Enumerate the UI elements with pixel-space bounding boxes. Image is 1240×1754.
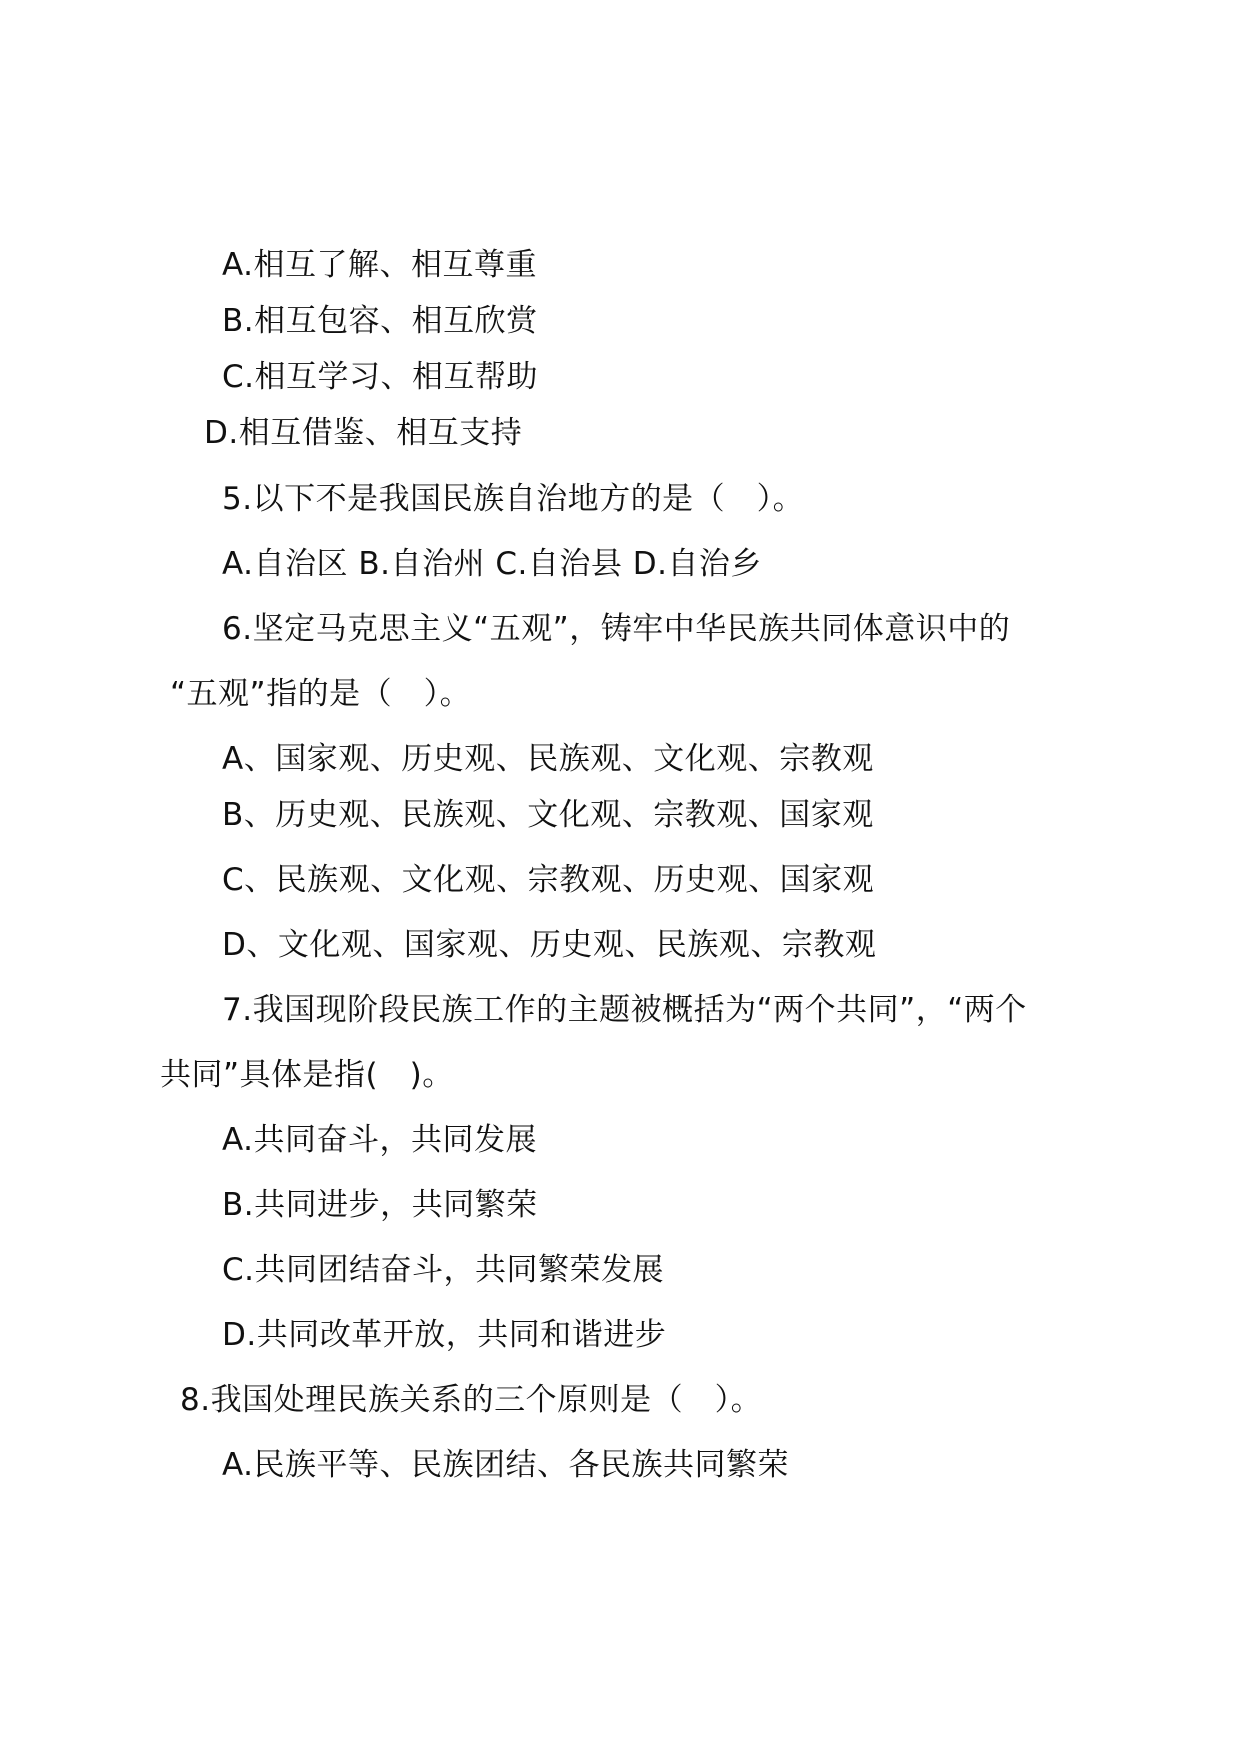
q7-question-line2: 共同”具体是指( )。: [160, 1057, 454, 1093]
q8-option-a: A.民族平等、民族团结、各民族共同繁荣: [222, 1447, 790, 1483]
q6-option-c: C、民族观、文化观、宗教观、历史观、国家观: [222, 862, 875, 898]
q8-question: 8.我国处理民族关系的三个原则是（ ）。: [180, 1382, 763, 1418]
q6-question-line1: 6.坚定马克思主义“五观”，铸牢中华民族共同体意识中的: [222, 611, 1011, 647]
q7-option-c: C.共同团结奋斗，共同繁荣发展: [222, 1252, 664, 1288]
q5-options: A.自治区 B.自治州 C.自治县 D.自治乡: [222, 546, 762, 582]
q7-option-b: B.共同进步，共同繁荣: [222, 1187, 538, 1223]
q7-question-line1: 7.我国现阶段民族工作的主题被概括为“两个共同”，“两个: [222, 992, 1027, 1028]
q7-option-a: A.共同奋斗，共同发展: [222, 1122, 538, 1158]
q6-option-d: D、文化观、国家观、历史观、民族观、宗教观: [222, 927, 877, 963]
q4-option-a: A.相互了解、相互尊重: [222, 247, 538, 283]
q6-option-a: A、国家观、历史观、民族观、文化观、宗教观: [222, 741, 874, 777]
q6-option-b: B、历史观、民族观、文化观、宗教观、国家观: [222, 797, 874, 833]
q7-option-d: D.共同改革开放，共同和谐进步: [222, 1317, 667, 1353]
q4-option-b: B.相互包容、相互欣赏: [222, 303, 538, 339]
q4-option-d: D.相互借鉴、相互支持: [204, 415, 523, 451]
q6-question-line2: “五观”指的是（ ）。: [170, 676, 472, 712]
q4-option-c: C.相互学习、相互帮助: [222, 359, 538, 395]
q5-question: 5.以下不是我国民族自治地方的是（ ）。: [222, 481, 805, 517]
